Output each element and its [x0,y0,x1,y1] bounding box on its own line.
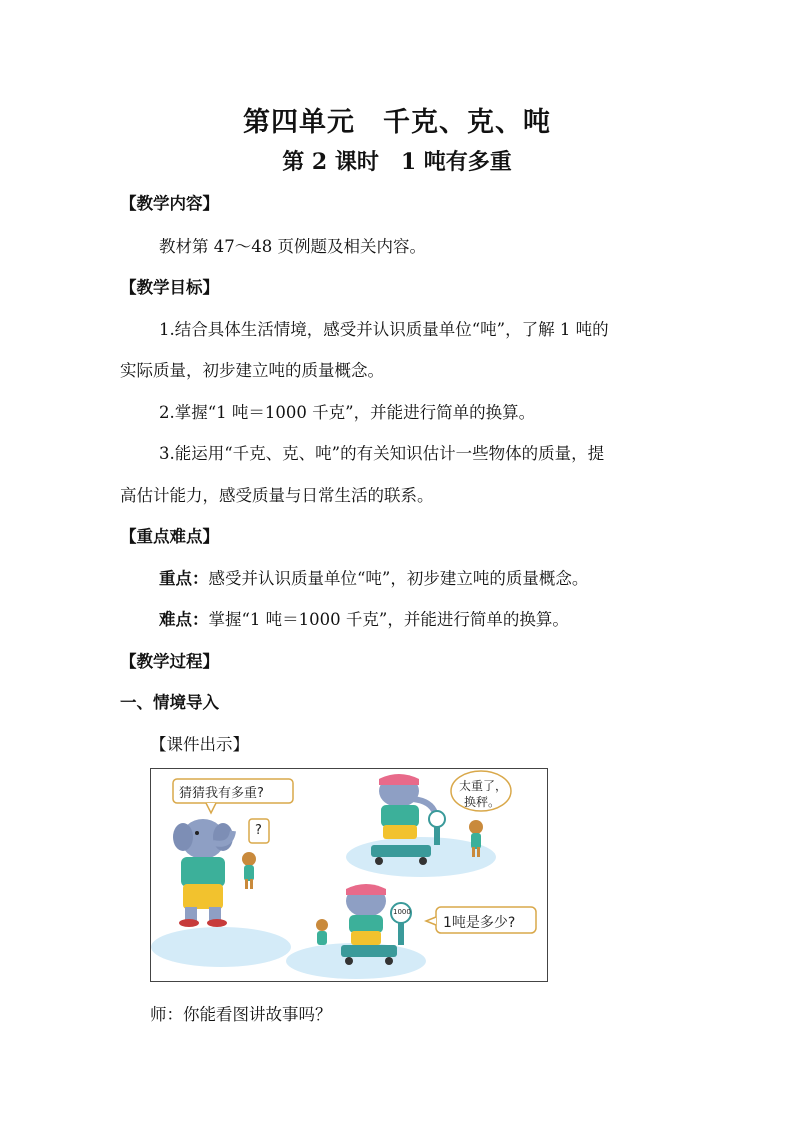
goal-3-line-1: 3.能运用“千克、克、吨”的有关知识估计一些物体的质量，提 [159,444,605,463]
difficult-point-text: 掌握“1 吨＝1000 千克”，并能进行简单的换算。 [208,610,569,629]
section-heading-goals: 【教学目标】 [120,278,219,297]
bubble-ton-tail [426,917,436,925]
ground-patch-left [151,927,291,967]
lesson-title: 第 2 课时 1 吨有多重 [282,149,512,175]
bubble-guess-text: 猜猜我有多重? [179,786,264,801]
content-text: 教材第 47～48 页例题及相关内容。 [159,237,426,256]
bubble-guess-tail [206,803,216,813]
goal-1-line-1: 1.结合具体生活情境，感受并认识质量单位“吨”，了解 1 吨的 [159,320,609,339]
difficult-point [159,606,569,630]
dog-left-icon [242,852,256,889]
courseware-illustration [150,768,548,982]
scale-label: 1000 [393,908,411,916]
elephant-left-icon [173,819,233,927]
courseware-label: 【课件出示】 [150,735,249,754]
section-heading-content: 【教学内容】 [120,194,219,213]
key-point-label: 重点： [159,569,209,588]
key-point [159,565,588,589]
difficult-point-label: 难点： [159,610,209,629]
dog-bottom-icon [316,919,328,945]
bubble-heavy-text-2: 换秤。 [464,795,501,809]
step-1-heading: 一、情境导入 [120,693,219,712]
bubble-heavy-text-1: 太重了， [459,779,508,793]
section-heading-keypoints: 【重点难点】 [120,527,219,546]
bubble-ton-text: 1吨是多少? [443,915,516,931]
teacher-question: 师：你能看图讲故事吗？ [150,1005,332,1024]
goal-3-line-2: 高估计能力，感受质量与日常生活的联系。 [120,486,434,505]
bubble-question-text: ? [255,823,262,838]
key-point-text: 感受并认识质量单位“吨”，初步建立吨的质量概念。 [208,569,589,588]
goal-2: 2.掌握“1 吨＝1000 千克”，并能进行简单的换算。 [159,403,536,422]
unit-title: 第四单元 千克、克、吨 [243,107,551,138]
section-heading-process: 【教学过程】 [120,652,219,671]
goal-1-line-2: 实际质量，初步建立吨的质量概念。 [120,361,384,380]
